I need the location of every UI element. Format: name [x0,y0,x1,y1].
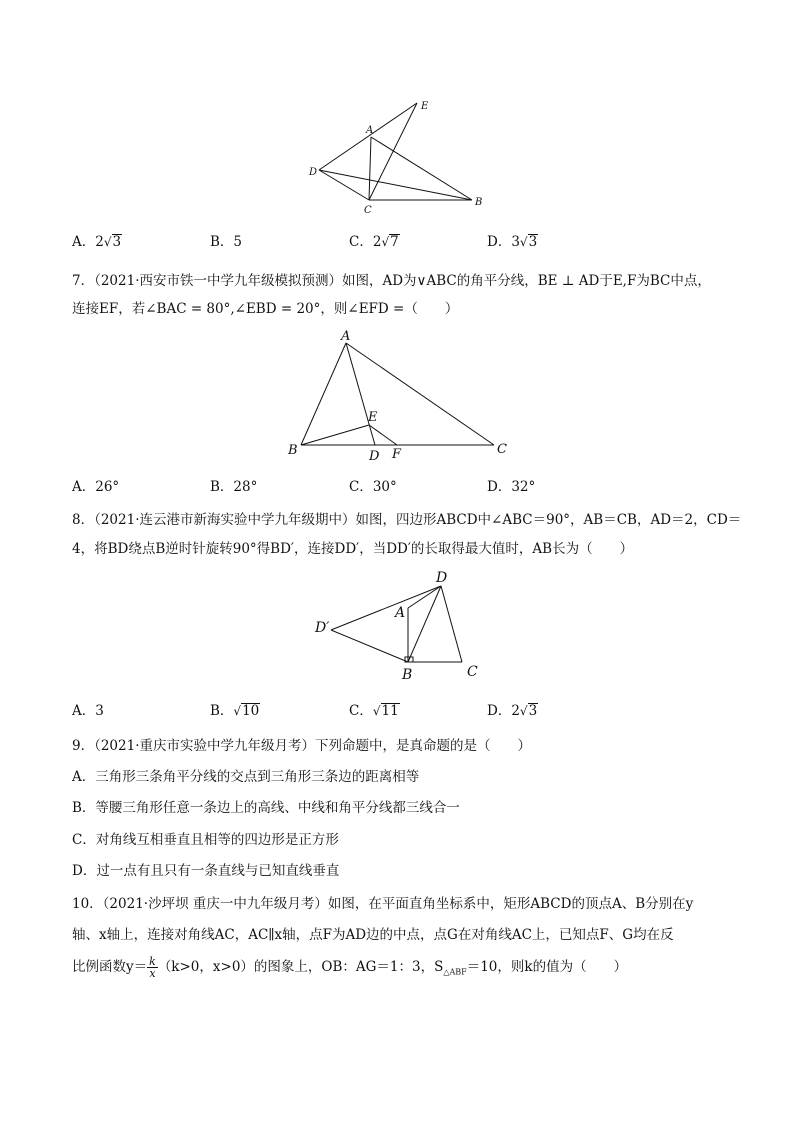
q6-option-a-letter: A． [72,234,96,250]
fig8-label-a: A [395,605,406,621]
fig8-label-d: D [436,570,448,586]
figure-q8 [310,566,490,686]
q9-option-a: A．三角形三条角平分线的交点到三角形三条边的距离相等 [72,769,420,785]
q6-option-d-coef: 3 [511,234,520,250]
radical-sign: √ [103,235,112,249]
fig8-segment-dc [441,586,462,662]
q7-option-a: A．26° [72,479,120,495]
fig6-label-e: E [421,101,429,112]
fig7-label-d: D [369,449,380,464]
q8-option-d [487,702,538,720]
fig6-segment-ec [369,103,417,200]
q8-option-c [349,702,400,720]
q6-option-b-letter: B． [210,234,234,250]
radical-sign: √ [233,704,242,718]
q8-option-c-radicand: 11 [381,703,399,719]
fig6-label-d: D [309,167,318,178]
fig6-label-b: B [475,197,483,208]
q6-option-d [487,233,538,251]
q10-fraction-numerator: k [149,955,156,968]
fig6-segment-ac [369,137,371,200]
q8-option-a [72,702,104,720]
q6-option-a-coef: 2 [95,234,104,250]
q10-area-subscript: △ABF [443,967,467,977]
q6-option-a [72,233,122,251]
radical-sign: √ [372,704,381,718]
fig8-label-b: B [402,667,413,683]
q6-option-d-radicand: 3 [528,234,538,250]
q8-option-a-letter: A． [72,703,96,719]
q8-text-line2: 4，将BD绕点B逆时针旋转90°得BD′，连接DD′，当DD′的长取得最大值时，AB长为（ ） [72,541,634,557]
q7-text-line2: 连接EF，若∠BAC = 80°,∠EBD = 20°，则∠EFD =（ ） [72,301,459,317]
figure-q6 [300,95,500,220]
q8-option-b-letter: B． [210,703,234,719]
q10-line3-part-b: （k>0，x>0）的图象上，OB：AG＝1：3，S [157,959,444,975]
fig8-label-c: C [467,664,478,680]
fig8-segment-dprime-b [331,630,408,662]
q6-option-c-letter: C． [349,234,373,250]
q6-option-d-letter: D． [487,234,512,250]
q7-option-d: D．32° [487,479,536,495]
q8-option-a-text: 3 [95,703,104,719]
q10-text-line2: 轴、x轴上，连接对角线AC，AC∥x轴，点F为AD边的中点，点G在对角线AC上，已知点F、G均在反 [72,927,674,943]
q9-option-d: D．过一点有且只有一条直线与已知直线垂直 [72,863,340,879]
fig7-segment-be [301,425,369,445]
q8-text-line1: 8．（2021·连云港市新海实验中学九年级期中）如图，四边形ABCD中∠ABC＝90°，AB＝CB，AD＝2，CD＝ [72,512,742,528]
fig7-segment-ac [346,343,494,445]
fig6-segment-db [319,170,472,200]
q10-line3-part-a: 比例函数y＝ [72,959,148,975]
fig6-label-a: A [366,125,374,136]
fig6-label-c: C [364,205,372,216]
q8-option-d-radicand: 3 [528,703,538,719]
q8-option-c-letter: C． [349,703,373,719]
fig7-label-a: A [341,329,351,344]
figure-q7 [280,328,520,463]
q10-line3-part-c: ＝10，则k的值为（ ） [466,959,628,975]
fig7-label-f: F [392,447,402,462]
q8-option-b-radicand: 10 [242,703,260,719]
radical-sign: √ [381,235,390,249]
q10-text-line3 [72,954,627,986]
q10-text-line1: 10．（2021·沙坪坝 重庆一中九年级月考）如图，在平面直角坐标系中，矩形ABCD的顶点A、B分别在y [72,896,694,912]
q6-option-c-radicand: 7 [390,234,399,250]
q7-text-line1: 7．（2021·西安市铁一中学九年级模拟预测）如图，AD为∨ABC的角平分线，BE ⊥ AD于E,F为BC中点， [72,273,711,289]
fig6-segment-ed [319,103,417,170]
fig7-label-c: C [497,442,507,457]
q6-option-b-text: 5 [233,234,243,250]
q10-fraction-denominator: x [149,967,156,980]
radical-sign: √ [519,704,528,718]
q6-option-c-coef: 2 [372,234,382,250]
fig7-segment-ef [369,425,397,445]
q6-option-c [349,233,400,251]
fig7-segment-ab [301,343,346,445]
radical-sign: √ [519,235,528,249]
q10-fraction [147,956,158,979]
q8-option-d-coef: 2 [511,703,520,719]
q7-option-c: C．30° [349,479,397,495]
q8-option-d-letter: D． [487,703,512,719]
q6-option-a-radicand: 3 [112,234,122,250]
fig7-label-b: B [288,443,298,458]
fig8-label-dprime: D′ [315,620,330,636]
q9-option-b: B．等腰三角形任意一条边上的高线、中线和角平分线都三线合一 [72,800,460,816]
q9-option-c: C．对角线互相垂直且相等的四边形是正方形 [72,832,339,848]
q6-option-b [210,233,242,251]
q9-text-line1: 9．（2021·重庆市实验中学九年级月考）下列命题中，是真命题的是（ ） [72,738,531,754]
q7-option-b: B．28° [210,479,258,495]
q8-option-b [210,702,260,720]
fig7-segment-ad [346,343,375,445]
fig7-label-e: E [368,410,378,425]
